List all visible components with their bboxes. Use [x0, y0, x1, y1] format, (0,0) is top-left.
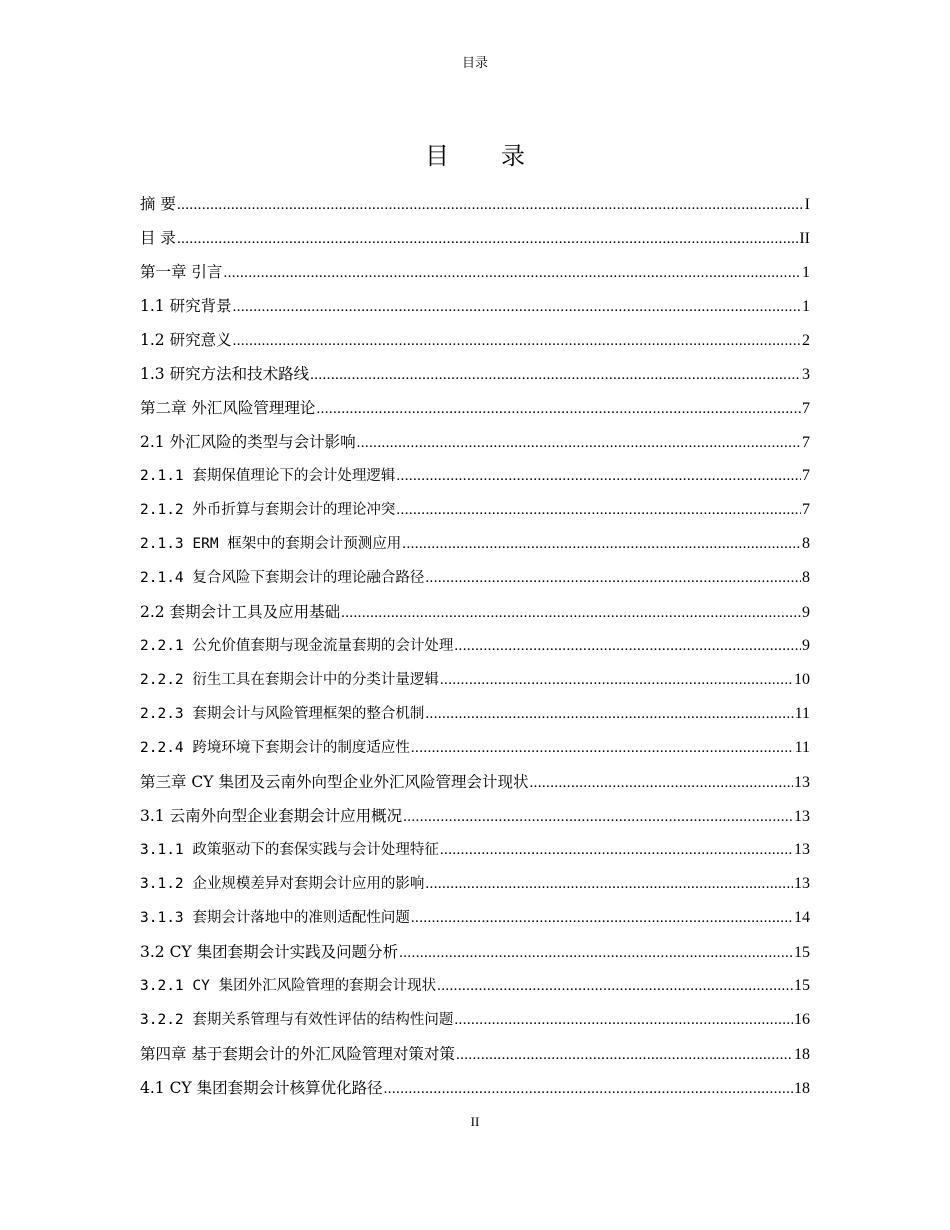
toc-entry[interactable] — [140, 972, 810, 1006]
toc-dot-leader — [177, 225, 798, 253]
toc-dot-leader — [454, 1006, 793, 1034]
toc-dot-leader — [402, 530, 801, 558]
toc-entry[interactable] — [140, 1074, 810, 1108]
toc-entry[interactable] — [140, 802, 810, 836]
toc-entry-label: 3.2 CY 集团套期会计实践及问题分析 — [140, 943, 399, 961]
toc-dot-leader — [425, 564, 801, 592]
toc-dot-leader — [341, 599, 801, 627]
toc-entry-label: 第一章 引言 — [140, 263, 223, 281]
toc-dot-leader — [437, 972, 793, 1000]
toc-entry[interactable] — [140, 326, 810, 360]
toc-entry-label: 2.2.1 公允价值套期与现金流量套期的会计处理 — [140, 638, 454, 654]
toc-entry-page: 11 — [794, 739, 810, 756]
toc-entry[interactable] — [140, 700, 810, 734]
toc-entry-page: 10 — [794, 671, 810, 688]
toc-entry-label: 2.2.4 跨境环境下套期会计的制度适应性 — [140, 740, 410, 756]
toc-dot-leader — [177, 191, 804, 219]
toc-entry[interactable] — [140, 598, 810, 632]
toc-entry-page: 3 — [802, 366, 810, 383]
toc-entry[interactable] — [140, 258, 810, 292]
toc-entry[interactable] — [140, 666, 810, 700]
toc-entry-page: 7 — [802, 400, 810, 417]
toc-entry[interactable] — [140, 360, 810, 394]
toc-entry-label: 2.2 套期会计工具及应用基础 — [140, 603, 341, 621]
toc-entry[interactable] — [140, 904, 810, 938]
title-part-1: 目 — [425, 142, 449, 170]
toc-entry-label: 2.1.3 ERM 框架中的套期会计预测应用 — [140, 536, 402, 552]
toc-entry[interactable] — [140, 870, 810, 904]
toc-entry-page: 15 — [794, 944, 810, 961]
toc-entry-label: 3.1.3 套期会计落地中的准则适配性问题 — [140, 910, 410, 926]
toc-entry-label: 3.2.2 套期关系管理与有效性评估的结构性问题 — [140, 1012, 454, 1028]
toc-entry[interactable] — [140, 190, 810, 224]
toc-entry-page: 15 — [794, 977, 810, 994]
toc-entry[interactable] — [140, 224, 810, 258]
toc-entry[interactable] — [140, 768, 810, 802]
table-of-contents — [140, 190, 810, 1108]
toc-entry-label: 第二章 外汇风险管理理论 — [140, 399, 316, 417]
toc-entry[interactable] — [140, 734, 810, 768]
toc-entry-page: 9 — [802, 604, 810, 621]
toc-entry-label: 3.1 云南外向型企业套期会计应用概况 — [140, 807, 403, 825]
toc-entry[interactable] — [140, 394, 810, 428]
toc-entry-label: 1.1 研究背景 — [140, 297, 232, 315]
toc-entry-label: 4.1 CY 集团套期会计核算优化路径 — [140, 1079, 383, 1097]
toc-dot-leader — [425, 870, 793, 898]
toc-entry-label: 2.1.2 外币折算与套期会计的理论冲突 — [140, 502, 396, 518]
toc-entry-page: 14 — [794, 909, 810, 926]
toc-dot-leader — [425, 700, 793, 728]
toc-entry-label: 2.1.1 套期保值理论下的会计处理逻辑 — [140, 468, 396, 484]
toc-entry[interactable] — [140, 564, 810, 598]
title-part-2: 录 — [501, 142, 525, 170]
toc-entry-page: 7 — [802, 467, 810, 484]
toc-dot-leader — [316, 395, 801, 423]
toc-entry[interactable] — [140, 938, 810, 972]
toc-dot-leader — [396, 462, 801, 490]
toc-dot-leader — [357, 429, 801, 457]
toc-entry-page: I — [804, 196, 810, 213]
toc-entry-page: 16 — [794, 1011, 810, 1028]
toc-entry[interactable] — [140, 632, 810, 666]
toc-entry[interactable] — [140, 428, 810, 462]
toc-entry[interactable] — [140, 1040, 810, 1074]
toc-entry[interactable] — [140, 292, 810, 326]
toc-entry-label: 第三章 CY 集团及云南外向型企业外汇风险管理会计现状 — [140, 773, 529, 791]
toc-entry-page: 7 — [802, 501, 810, 518]
toc-entry-label: 2.1.4 复合风险下套期会计的理论融合路径 — [140, 570, 425, 586]
toc-entry-label: 1.2 研究意义 — [140, 331, 232, 349]
toc-dot-leader — [403, 803, 793, 831]
toc-entry[interactable] — [140, 530, 810, 564]
toc-dot-leader — [233, 327, 801, 355]
toc-entry-label: 第四章 基于套期会计的外汇风险管理对策对策 — [140, 1045, 455, 1063]
toc-entry-page: 13 — [794, 774, 810, 791]
toc-entry-page: 2 — [802, 332, 810, 349]
toc-dot-leader — [396, 496, 801, 524]
toc-entry-page: 9 — [802, 637, 810, 654]
toc-entry-label: 2.1 外汇风险的类型与会计影响 — [140, 433, 356, 451]
toc-dot-leader — [440, 666, 793, 694]
toc-entry-label: 3.1.2 企业规模差异对套期会计应用的影响 — [140, 876, 425, 892]
toc-entry-page: 18 — [794, 1046, 810, 1063]
toc-entry-page: 18 — [794, 1080, 810, 1097]
toc-dot-leader — [223, 259, 801, 287]
toc-entry-label: 2.2.3 套期会计与风险管理框架的整合机制 — [140, 706, 425, 722]
toc-entry-label: 目 录 — [140, 229, 176, 247]
toc-dot-leader — [399, 939, 793, 967]
toc-dot-leader — [440, 836, 793, 864]
page-title — [0, 140, 950, 172]
toc-entry-page: 8 — [802, 535, 810, 552]
toc-entry-page: 11 — [794, 705, 810, 722]
toc-dot-leader — [529, 769, 793, 797]
toc-entry-page: 13 — [794, 875, 810, 892]
toc-entry-page: 8 — [802, 569, 810, 586]
toc-entry-page: II — [799, 230, 810, 247]
toc-entry-page: 7 — [802, 434, 810, 451]
toc-dot-leader — [456, 1041, 793, 1069]
toc-entry[interactable] — [140, 1006, 810, 1040]
toc-entry[interactable] — [140, 836, 810, 870]
page-number: II — [470, 1114, 480, 1129]
toc-dot-leader — [454, 632, 801, 660]
toc-entry-label: 3.2.1 CY 集团外汇风险管理的套期会计现状 — [140, 978, 437, 994]
toc-entry-page: 1 — [802, 264, 810, 281]
toc-entry-page: 1 — [802, 298, 810, 315]
toc-dot-leader — [411, 904, 793, 932]
toc-entry[interactable] — [140, 462, 810, 496]
toc-entry-label: 摘 要 — [140, 195, 176, 213]
toc-entry[interactable] — [140, 496, 810, 530]
toc-entry-label: 2.2.2 衍生工具在套期会计中的分类计量逻辑 — [140, 672, 439, 688]
toc-entry-page: 13 — [794, 841, 810, 858]
toc-dot-leader — [411, 734, 794, 762]
running-header: 目录 — [461, 56, 488, 71]
toc-dot-leader — [233, 293, 801, 321]
toc-entry-page: 13 — [794, 808, 810, 825]
toc-entry-label: 3.1.1 政策驱动下的套保实践与会计处理特征 — [140, 842, 439, 858]
toc-dot-leader — [310, 361, 801, 389]
toc-entry-label: 1.3 研究方法和技术路线 — [140, 365, 310, 383]
toc-dot-leader — [384, 1075, 793, 1103]
